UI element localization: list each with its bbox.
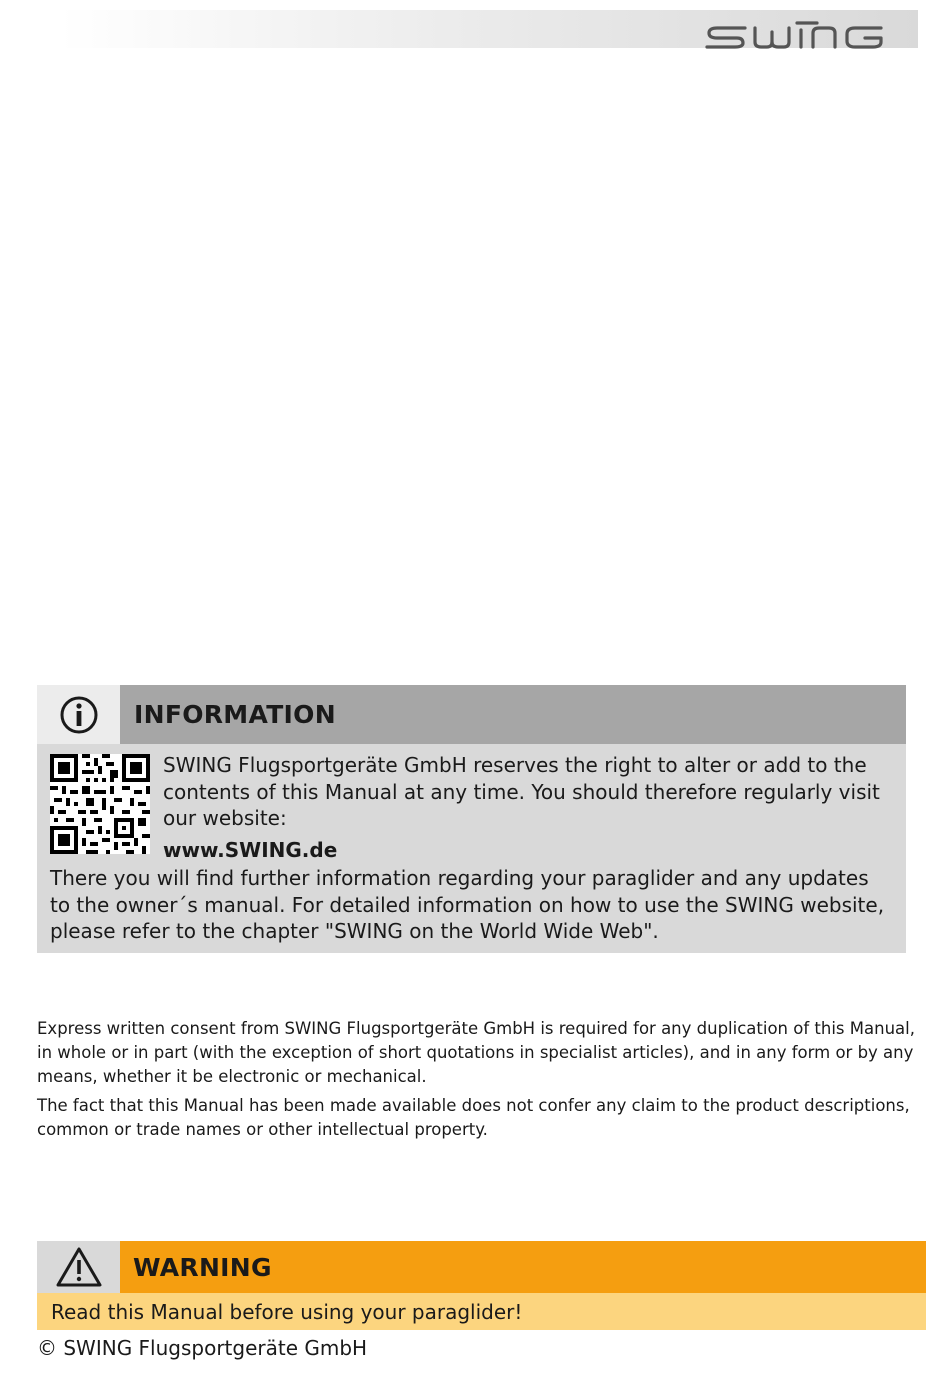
qr-code — [50, 754, 150, 854]
legal-notice — [37, 1017, 932, 1147]
warning-box — [37, 1241, 926, 1330]
information-icon-cell — [37, 685, 120, 744]
legal-paragraph-2: The fact that this Manual has been made available does not confer any claim to the product descriptions, common or trade names or other intellectual property. — [37, 1096, 910, 1139]
information-header — [37, 685, 906, 744]
information-body — [37, 744, 906, 953]
legal-paragraph-1: Express written consent from SWING Flugsportgeräte GmbH is required for any duplication of this Manual, in whole or in part (with the exception of short quotations in specialist articles), and in any form or by any means, whether it be electronic or mechanical. — [37, 1019, 915, 1086]
qr-code-graphic — [50, 754, 150, 854]
warning-title: WARNING — [120, 1241, 926, 1293]
warning-triangle-icon — [55, 1246, 103, 1288]
information-title: INFORMATION — [120, 685, 906, 744]
warning-text: Read this Manual before using your paraglider! — [37, 1293, 926, 1330]
warning-icon-cell — [37, 1241, 120, 1293]
website-link[interactable]: www.SWING.de — [163, 837, 338, 862]
copyright-notice: © SWING Flugsportgeräte GmbH — [37, 1336, 368, 1360]
info-icon — [59, 695, 99, 735]
swing-logo-graphic — [705, 18, 900, 50]
information-intro: SWING Flugsportgeräte GmbH reserves the right to alter or add to the contents of this Manual at any time. You should therefore regularly visit our website: — [163, 753, 880, 830]
swing-logo — [705, 18, 900, 50]
information-box — [37, 685, 906, 953]
information-details: There you will find further information regarding your paraglider and any updates to the owner´s manual. For detailed information on how to use the SWING website, please refer to the chapter "SWING on the World Wide Web". — [50, 866, 885, 943]
warning-header — [37, 1241, 926, 1293]
